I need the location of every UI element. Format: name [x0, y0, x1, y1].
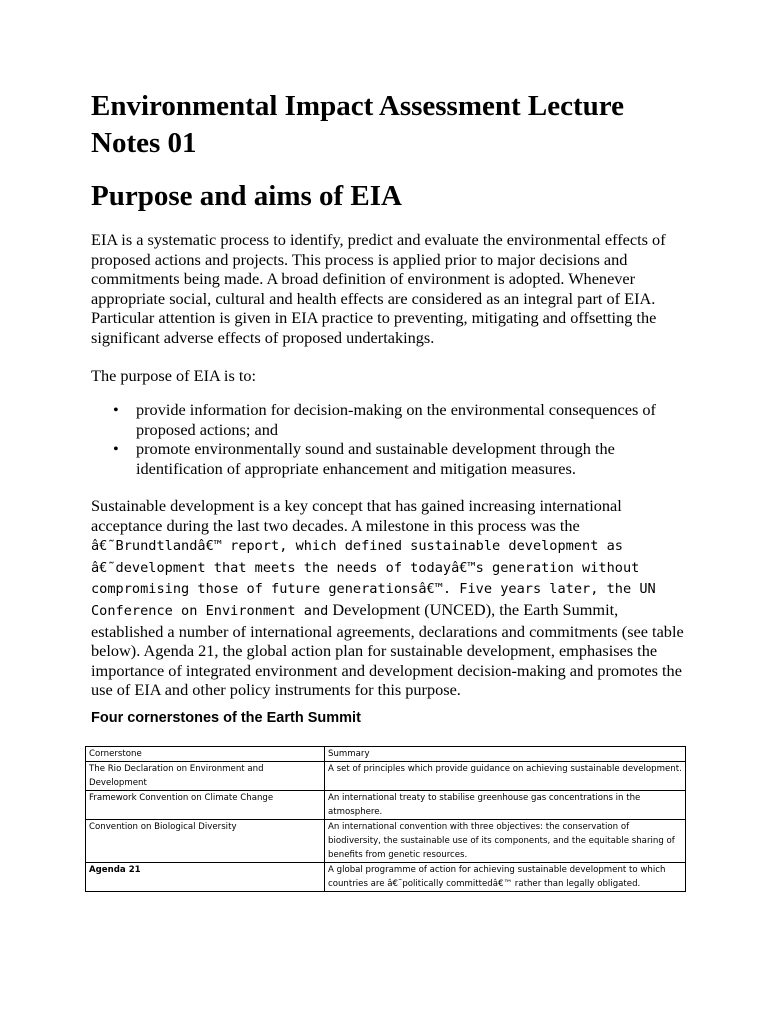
- table-header-cell: Summary: [325, 747, 686, 762]
- bullet-icon: •: [113, 439, 119, 459]
- paragraph-text: Sustainable development is a key concept that has gained increasing international acceptance during the last two decades. A milestone in this process was the: [91, 496, 622, 535]
- purpose-paragraph: The purpose of EIA is to:: [91, 366, 257, 385]
- table-cell: A set of principles which provide guidance on achieving sustainable development.: [325, 762, 686, 791]
- table-cell: A global programme of action for achieving sustainable development to which countries are â€˜politically committedâ€™ rather than legally obligated.: [325, 863, 686, 892]
- cornerstones-table: [85, 746, 686, 892]
- garbled-text: â€˜Brundtlandâ€™ report, which defined sustainable development as â€˜development that meets the needs of todayâ€™s generation without compromising those of future generationsâ€™. Five years later, the UN Conference on Environment and: [91, 538, 656, 619]
- table-cell: The Rio Declaration on Environment and Development: [86, 762, 325, 791]
- table-cell: Framework Convention on Climate Change: [86, 791, 325, 820]
- table-row: [86, 863, 686, 892]
- table-row: [86, 762, 686, 791]
- list-item-text: promote environmentally sound and sustainable development through the identification of appropriate enhancement and mitigation measures.: [136, 439, 615, 478]
- sustainable-development-paragraph: [91, 496, 691, 700]
- table-cell: An international treaty to stabilise greenhouse gas concentrations in the atmosphere.: [325, 791, 686, 820]
- table-cell: An international convention with three objectives: the conservation of biodiversity, the sustainable use of its components, and the equitable sharing of benefits from genetic resources.: [325, 820, 686, 863]
- section-heading: Purpose and aims of EIA: [91, 180, 402, 212]
- table-row: [86, 820, 686, 863]
- list-item: [91, 400, 691, 439]
- table-cell: Convention on Biological Diversity: [86, 820, 325, 863]
- list-item: [91, 439, 691, 478]
- document-title: Environmental Impact Assessment Lecture Notes 01: [91, 90, 624, 159]
- table-header-cell: Cornerstone: [86, 747, 325, 762]
- list-item-text: provide information for decision-making on the environmental consequences of proposed actions; and: [136, 400, 656, 439]
- table-caption: Four cornerstones of the Earth Summit: [91, 710, 361, 726]
- table-row: [86, 791, 686, 820]
- intro-paragraph: EIA is a systematic process to identify, predict and evaluate the environmental effects of proposed actions and projects. This process is applied prior to major decisions and commitments being made. A broad definition of environment is adopted. Whenever appropriate social, cultural and health effects are considered as an integral part of EIA. Particular attention is given in EIA practice to preventing, mitigating and offsetting the significant adverse effects of proposed undertakings.: [91, 230, 666, 347]
- table-header-row: [86, 747, 686, 762]
- purpose-list: [91, 400, 691, 478]
- paragraph-text: Development (UNCED), the Earth Summit, established a number of international agreements, declarations and commitments (see table below). Agenda 21, the global action plan for sustainable development, emphasises the importance of integrated environment and development decision-making and promotes the use of EIA and other policy instruments for this purpose.: [91, 599, 684, 700]
- bullet-icon: •: [113, 400, 119, 419]
- table-cell: Agenda 21: [86, 863, 325, 892]
